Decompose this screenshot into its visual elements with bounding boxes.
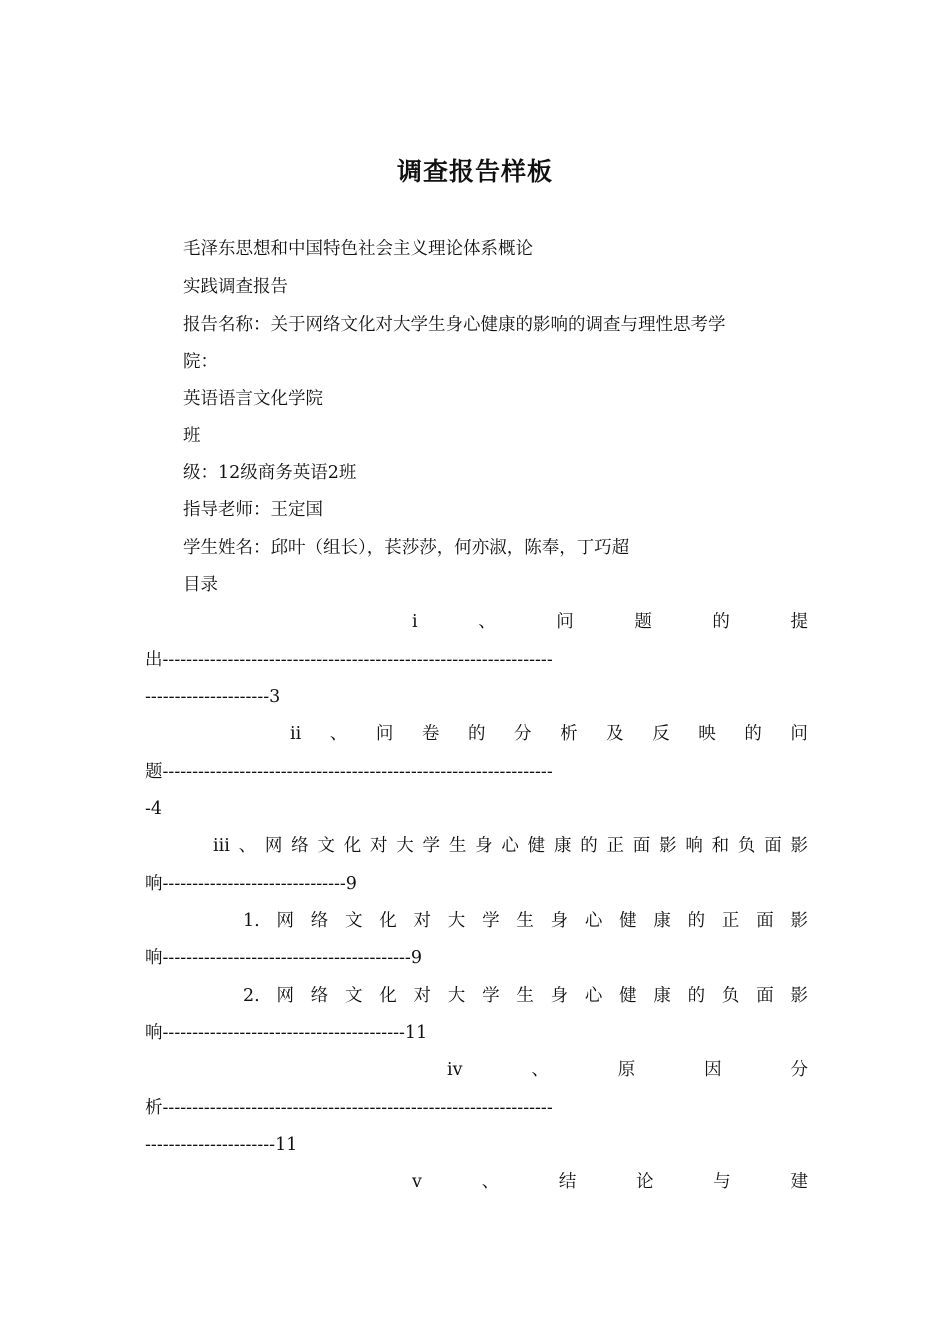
- toc-char: 反: [652, 724, 670, 744]
- toc-char: 化: [379, 986, 397, 1006]
- toc-char: 分: [514, 724, 532, 744]
- toc-char: 对: [369, 836, 388, 856]
- toc-char: 面: [756, 911, 774, 931]
- toc-char: 络: [310, 986, 329, 1006]
- class-name: 级：12级商务英语2班: [183, 463, 357, 483]
- toc-char: iv: [447, 1060, 463, 1080]
- toc-char: 响: [685, 836, 703, 856]
- toc-char: 面: [756, 986, 774, 1006]
- toc-char: 康: [653, 911, 671, 931]
- toc-char: 的: [580, 836, 598, 856]
- toc-char: 、: [481, 1172, 500, 1192]
- toc-char: i: [412, 612, 418, 632]
- toc-char: 学: [422, 836, 441, 856]
- toc-char: 问: [556, 612, 574, 632]
- toc-char: 负: [721, 986, 740, 1006]
- toc-char: v: [412, 1172, 422, 1192]
- toc-char: 健: [619, 911, 637, 931]
- toc-char: 化: [343, 836, 362, 856]
- toc-char: 的: [744, 724, 762, 744]
- toc-char: 文: [345, 911, 363, 931]
- toc-char: 原: [617, 1060, 636, 1080]
- toc-char: 的: [467, 724, 486, 744]
- toc-entry-1-lead: [412, 610, 808, 634]
- toc-char: 、: [329, 724, 348, 744]
- toc-char: 康: [553, 836, 572, 856]
- toc-entry-3-leader: 响-------------------------------9: [145, 874, 357, 894]
- toc-char: 正: [721, 911, 740, 931]
- toc-char: 结: [558, 1172, 577, 1192]
- toc-char: 生: [448, 836, 467, 856]
- toc-entry-6-leader: 析------------------------------------------------------------------: [145, 1098, 553, 1118]
- college-name: 英语语言文化学院: [183, 389, 323, 409]
- toc-char: 心: [501, 836, 519, 856]
- toc-char: 1.: [243, 911, 260, 931]
- toc-char: 文: [345, 986, 363, 1006]
- toc-char: 文: [317, 836, 335, 856]
- toc-char: 、: [478, 612, 496, 632]
- toc-char: 影: [790, 911, 808, 931]
- toc-char: 和: [711, 836, 730, 856]
- toc-char: 影: [790, 986, 808, 1006]
- toc-char: 影: [790, 836, 808, 856]
- toc-char: 提: [790, 612, 808, 632]
- toc-char: 身: [550, 986, 569, 1006]
- toc-entry-6-lead: [447, 1058, 808, 1082]
- class-label: 班: [183, 426, 201, 446]
- toc-char: 面: [764, 836, 782, 856]
- toc-char: 身: [550, 911, 569, 931]
- toc-char: 生: [516, 986, 534, 1006]
- toc-char: 的: [687, 911, 706, 931]
- toc-entry-3-lead: [213, 834, 808, 858]
- toc-entry-1-page: ---------------------3: [145, 687, 281, 707]
- document-title: 调查报告样板: [396, 157, 553, 186]
- report-title-line: 报告名称：关于网络文化对大学生身心健康的影响的调查与理性思考学: [183, 315, 726, 335]
- toc-char: 健: [527, 836, 546, 856]
- toc-char: 正: [606, 836, 625, 856]
- toc-char: 建: [790, 1172, 808, 1192]
- toc-char: 身: [475, 836, 493, 856]
- toc-char: ii: [290, 724, 302, 744]
- toc-char: iii: [213, 836, 230, 856]
- toc-entry-2-page: -4: [145, 799, 163, 819]
- toc-char: 心: [584, 986, 603, 1006]
- toc-char: 大: [447, 911, 466, 931]
- toc-char: 康: [653, 986, 671, 1006]
- toc-entry-2-leader: 题------------------------------------------------------------------: [145, 762, 553, 782]
- students-line: 学生姓名：邱叶（组长），苌莎莎，何亦淑，陈奉，丁巧超: [183, 538, 630, 558]
- toc-char: 心: [584, 911, 603, 931]
- toc-char: 络: [310, 911, 329, 931]
- toc-char: 健: [619, 986, 637, 1006]
- report-type: 实践调查报告: [183, 277, 288, 297]
- toc-char: 分: [790, 1060, 808, 1080]
- toc-entry-7-lead: [412, 1170, 808, 1194]
- toc-char: 、: [531, 1060, 549, 1080]
- toc-entry-4-lead: [243, 909, 808, 933]
- toc-char: 学: [482, 911, 500, 931]
- toc-entry-1-leader: 出------------------------------------------------------------------: [145, 650, 553, 670]
- toc-char: 大: [396, 836, 414, 856]
- course-name: 毛泽东思想和中国特色社会主义理论体系概论: [183, 239, 533, 259]
- toc-char: 网: [276, 986, 294, 1006]
- toc-char: 面: [632, 836, 651, 856]
- toc-char: 学: [482, 986, 500, 1006]
- toc-entry-2-lead: [290, 722, 808, 746]
- toc-char: 2.: [243, 986, 260, 1006]
- advisor-line: 指导老师：王定国: [183, 500, 323, 520]
- toc-char: 对: [413, 911, 432, 931]
- toc-char: 问: [790, 724, 808, 744]
- toc-char: 论: [636, 1172, 654, 1192]
- toc-char: 与: [713, 1172, 731, 1192]
- toc-entry-5-lead: [243, 984, 808, 1008]
- college-label: 院：: [183, 352, 218, 372]
- toc-entry-5-leader: 响-----------------------------------------11: [145, 1023, 428, 1043]
- toc-char: 、: [238, 836, 257, 856]
- toc-entry-4-leader: 响------------------------------------------9: [145, 948, 422, 968]
- toc-heading: 目录: [183, 575, 218, 595]
- toc-char: 的: [687, 986, 706, 1006]
- toc-char: 网: [276, 911, 294, 931]
- toc-char: 析: [560, 724, 578, 744]
- toc-entry-6-page: ----------------------11: [145, 1135, 298, 1155]
- toc-char: 生: [516, 911, 534, 931]
- toc-char: 负: [737, 836, 756, 856]
- toc-char: 对: [413, 986, 432, 1006]
- toc-char: 问: [375, 724, 394, 744]
- toc-char: 因: [704, 1060, 722, 1080]
- toc-char: 题: [634, 612, 652, 632]
- toc-char: 大: [447, 986, 466, 1006]
- toc-char: 及: [606, 724, 624, 744]
- toc-char: 络: [291, 836, 309, 856]
- toc-char: 影: [659, 836, 677, 856]
- toc-char: 网: [264, 836, 283, 856]
- toc-char: 的: [712, 612, 730, 632]
- toc-char: 化: [379, 911, 397, 931]
- toc-char: 卷: [421, 724, 440, 744]
- toc-char: 映: [698, 724, 716, 744]
